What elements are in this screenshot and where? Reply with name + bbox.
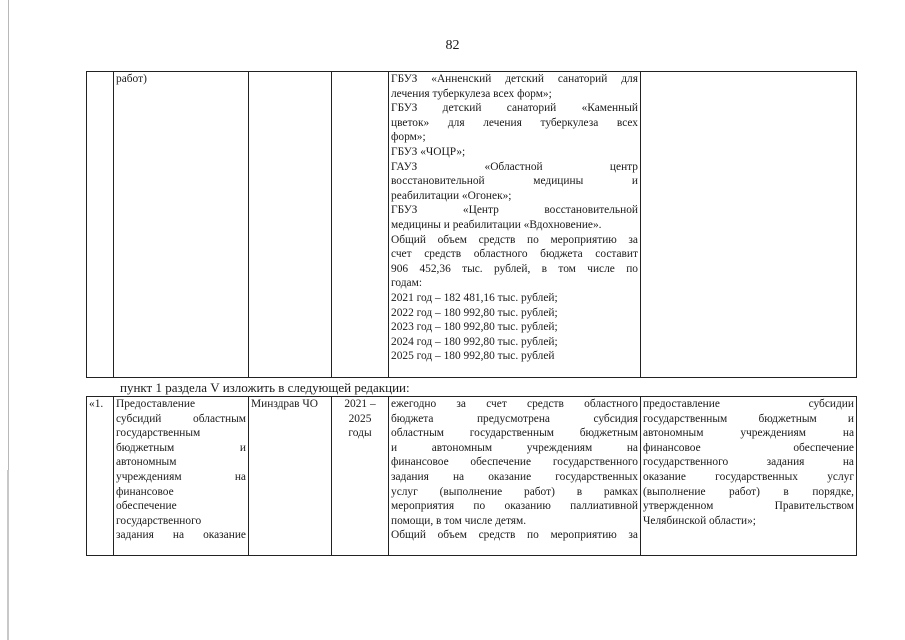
- text-line: ГБУЗ детский санаторий «Каменный: [391, 102, 638, 115]
- cell-period: [332, 397, 389, 556]
- text-line: субсидий областным: [116, 412, 246, 425]
- text-line: финансовое: [116, 485, 174, 498]
- text-line: услуг (выполнение работ) в рамках: [391, 485, 638, 498]
- text-line: медицины и реабилитации «Вдохновение».: [391, 218, 602, 231]
- text-line: финансовое обеспечение государственного: [391, 456, 638, 469]
- text-line: Общий объем средств по мероприятию за: [391, 529, 638, 542]
- cell-event-name: [114, 397, 249, 556]
- text-line: государственного задания на: [643, 456, 854, 469]
- text-line: ГБУЗ «Центр восстановительной: [391, 204, 638, 217]
- text-line: 2024 год – 180 992,80 тыс. рублей;: [391, 335, 558, 348]
- text-line: учреждениям на: [116, 470, 246, 483]
- text-line: утвержденном Правительством: [643, 500, 854, 513]
- text-line: ежегодно за счет средств областного: [391, 398, 638, 410]
- text-line: задания на оказание: [116, 529, 246, 542]
- text-line: 2023 год – 180 992,80 тыс. рублей;: [391, 321, 558, 334]
- text-line: автономным: [116, 456, 177, 469]
- text-line: форм»;: [391, 131, 426, 144]
- text-line: годы: [348, 427, 372, 440]
- text-line: ГБУЗ «Анненский детский санаторий для: [391, 73, 638, 85]
- text-line: государственным: [116, 427, 201, 440]
- text-line: 2025: [348, 412, 372, 425]
- text-line: ГАУЗ «Областной центр: [391, 160, 638, 173]
- text-line: Челябинской области»;: [643, 514, 756, 527]
- table-row: [87, 397, 857, 556]
- table-row: [87, 72, 857, 378]
- cell-number: [87, 72, 114, 378]
- text-line: Общий объем средств по мероприятию за: [391, 233, 638, 246]
- cell-executor: [249, 72, 332, 378]
- text-line: государственного: [116, 514, 202, 527]
- text-line: и автономным учреждениям на: [391, 441, 638, 454]
- page-number: 82: [445, 38, 460, 53]
- text-line: автономным учреждениям на: [643, 427, 854, 440]
- text-line: обеспечение: [116, 500, 177, 513]
- text-line: 906 452,36 тыс. рублей, в том числе по: [391, 262, 638, 275]
- text-line: государственным бюджетным и: [643, 412, 854, 425]
- text-line: бюджетным и: [116, 441, 246, 454]
- scan-left-edge-shadow: [7, 470, 9, 640]
- cell-event-name: работ): [114, 72, 249, 378]
- cell-description: [389, 72, 641, 378]
- text-line: 2025 год – 180 992,80 тыс. рублей: [391, 350, 555, 363]
- text-line: оказание государственных услуг: [643, 470, 854, 483]
- text-line: финансовое обеспечение: [643, 441, 854, 454]
- text-line: годам:: [391, 277, 422, 290]
- text-line: задания на оказание государственных: [391, 470, 638, 483]
- text-line: 2021 год – 182 481,16 тыс. рублей;: [391, 291, 558, 304]
- section-v-table: [86, 396, 857, 556]
- text-line: мероприятия по оказанию паллиативной: [391, 500, 638, 513]
- text-line: (выполнение работ) в порядке,: [643, 485, 854, 498]
- text-line: ГБУЗ «ЧОЦР»;: [391, 145, 466, 158]
- text-line: 2022 год – 180 992,80 тыс. рублей;: [391, 306, 558, 319]
- text-line: счет средств областного бюджета составит: [391, 248, 638, 261]
- cell-executor: Минздрав ЧО: [249, 397, 332, 556]
- text-line: реабилитации «Огонек»;: [391, 189, 512, 202]
- cell-period: [332, 72, 389, 378]
- text-line: 2021 –: [344, 398, 376, 410]
- cell-result: [641, 397, 857, 556]
- text-line: предоставление субсидии: [643, 398, 854, 410]
- amendment-instruction: пункт 1 раздела V изложить в следующей редакции:: [120, 380, 410, 395]
- cell-result: [641, 72, 857, 378]
- cell-description: [389, 397, 641, 556]
- text-line: лечения туберкулеза всех форм»;: [391, 87, 552, 100]
- text-line: областным государственным бюджетным: [391, 427, 638, 440]
- text-line: бюджета предусмотрена субсидия: [391, 412, 638, 425]
- program-table-continuation: [86, 71, 857, 378]
- text-line: помощи, в том числе детям.: [391, 514, 527, 527]
- text-line: Предоставление: [116, 398, 196, 410]
- text-line: восстановительной медицины и: [391, 175, 638, 188]
- cell-number: «1.: [87, 397, 114, 556]
- text-line: цветок» для лечения туберкулеза всех: [391, 116, 638, 129]
